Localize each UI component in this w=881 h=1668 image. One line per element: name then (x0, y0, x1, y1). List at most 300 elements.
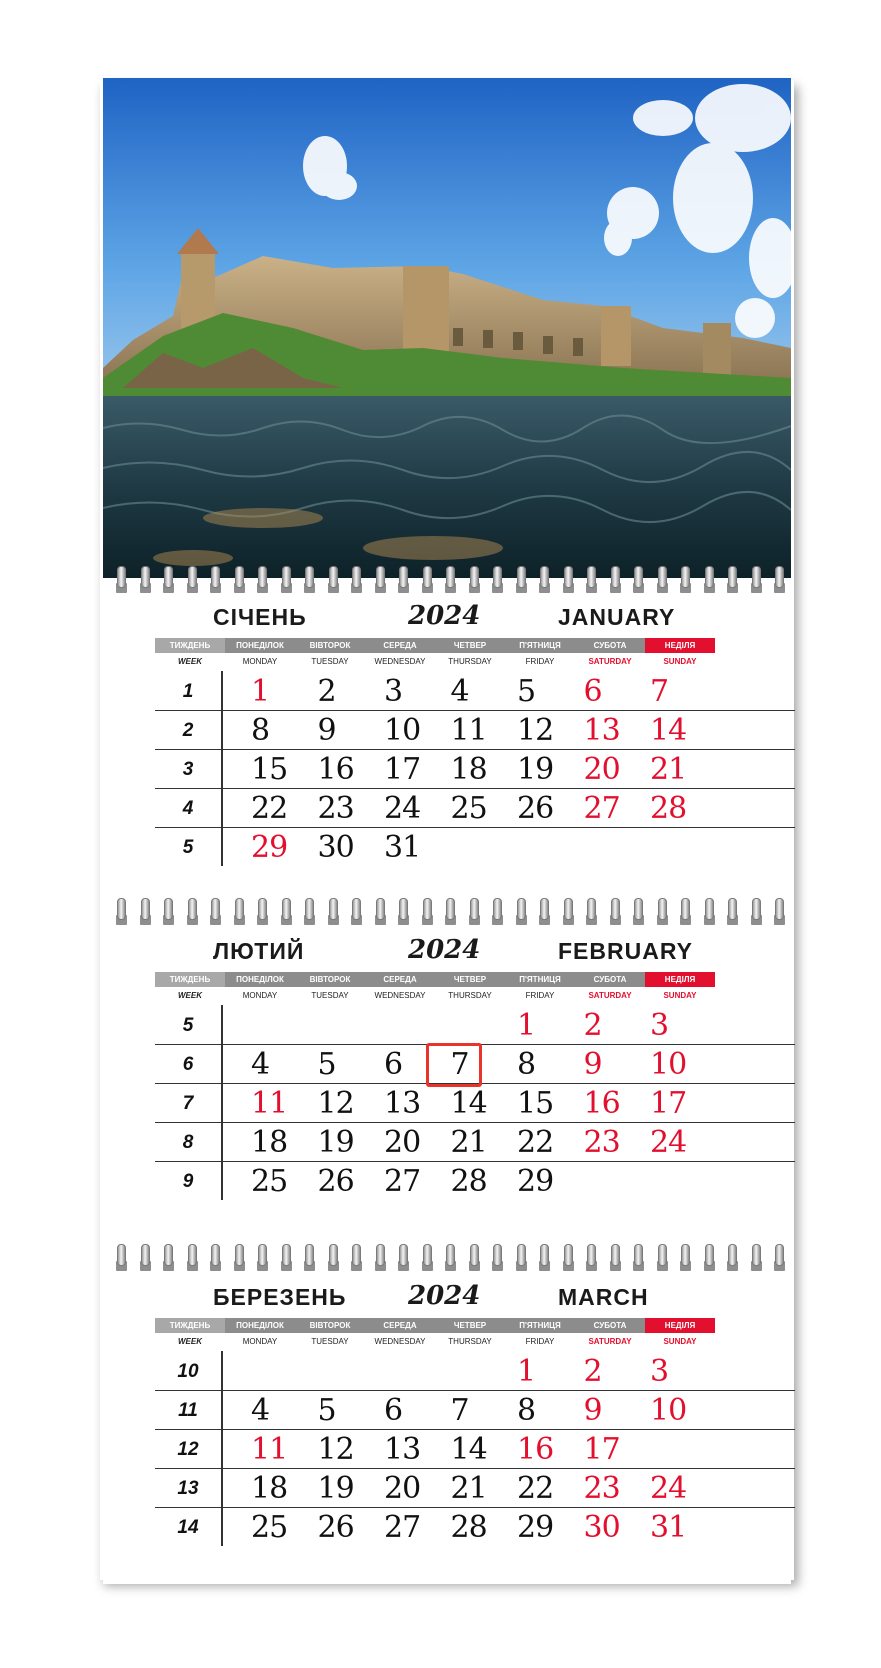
day-cell (358, 790, 428, 829)
day-number: 28 (450, 1164, 487, 1199)
month-panel-february (103, 930, 791, 1235)
month-panel-january (103, 596, 791, 886)
week-column-divider (221, 1005, 223, 1200)
day-number: 8 (517, 1393, 536, 1428)
spiral-ring (705, 1244, 714, 1266)
day-cell (624, 673, 694, 712)
spiral-ring (540, 898, 549, 920)
day-cell (358, 673, 428, 712)
day-cell (491, 673, 561, 712)
day-cell (225, 1431, 295, 1470)
day-cell (491, 1007, 561, 1046)
spiral-ring (164, 898, 173, 920)
day-number: 16 (317, 752, 354, 787)
day-cell (491, 1431, 561, 1470)
spiral-ring (141, 566, 150, 588)
day-cell (292, 1470, 362, 1509)
month-name-ua: ЛЮТИЙ (213, 938, 305, 964)
day-number: 16 (517, 1432, 554, 1467)
weekday-en-0: MONDAY (242, 1337, 278, 1346)
day-number: 12 (517, 713, 554, 748)
day-number: 9 (583, 1393, 602, 1428)
day-cell (292, 790, 362, 829)
day-cell (491, 1509, 561, 1548)
week-header-ua: ТИЖДЕНЬ (155, 972, 225, 987)
spiral-ring (540, 1244, 549, 1266)
day-number: 19 (317, 1125, 354, 1160)
day-cell (624, 1124, 694, 1163)
day-cell (425, 1085, 495, 1124)
spiral-ring (211, 1244, 220, 1266)
day-number: 17 (384, 752, 421, 787)
day-number: 15 (517, 1086, 554, 1121)
day-number: 18 (251, 1471, 288, 1506)
week-row (155, 1161, 795, 1200)
day-number: 18 (251, 1125, 288, 1160)
day-number: 6 (384, 1047, 403, 1082)
spiral-ring (423, 1244, 432, 1266)
day-number: 7 (450, 1047, 469, 1082)
spiral-ring (564, 898, 573, 920)
week-number: 11 (178, 1400, 198, 1421)
day-cell (624, 1085, 694, 1124)
weekday-en-2: WEDNESDAY (374, 1337, 426, 1346)
day-cell (225, 1163, 295, 1202)
weekday-ua-4: П'ЯТНИЦЯ (519, 641, 561, 650)
day-number: 10 (384, 713, 421, 748)
week-row (155, 1122, 795, 1162)
spiral-ring (728, 1244, 737, 1266)
day-cell (425, 751, 495, 790)
day-cell (225, 1509, 295, 1548)
month-name-en: JANUARY (558, 604, 676, 630)
day-cell (225, 790, 295, 829)
weekday-header-ua (155, 1318, 715, 1333)
day-number: 19 (317, 1471, 354, 1506)
day-number: 9 (317, 713, 336, 748)
day-cell (491, 1163, 561, 1202)
day-cell (558, 712, 628, 751)
spiral-ring (493, 1244, 502, 1266)
spiral-ring (235, 898, 244, 920)
spiral-ring (446, 566, 455, 588)
spiral-ring (611, 566, 620, 588)
day-number: 31 (650, 1510, 687, 1545)
week-row (155, 1005, 795, 1045)
day-cell (558, 1509, 628, 1548)
spiral-ring (423, 566, 432, 588)
week-row (155, 1507, 795, 1546)
week-number: 6 (182, 1054, 194, 1075)
day-number: 17 (583, 1432, 620, 1467)
week-header-en: WEEK (178, 657, 202, 666)
month-grid (155, 1351, 795, 1546)
day-number: 11 (251, 1086, 288, 1121)
weekday-en-5: SATURDAY (588, 991, 632, 1000)
day-number: 27 (384, 1164, 421, 1199)
day-cell (358, 1470, 428, 1509)
week-number: 2 (182, 720, 194, 741)
spiral-ring (611, 898, 620, 920)
week-row (155, 749, 795, 789)
day-number: 4 (251, 1047, 270, 1082)
day-number: 21 (650, 752, 687, 787)
day-number: 21 (450, 1125, 487, 1160)
spiral-ring (235, 566, 244, 588)
week-row (155, 827, 795, 866)
week-number: 8 (182, 1132, 194, 1153)
spiral-ring (399, 566, 408, 588)
weekday-en-5: SATURDAY (588, 1337, 632, 1346)
day-number: 22 (517, 1125, 554, 1160)
day-number: 10 (650, 1047, 687, 1082)
month-grid (155, 671, 795, 866)
day-cell (358, 1046, 428, 1085)
weekday-header-en (155, 989, 715, 1003)
spiral-ring (164, 1244, 173, 1266)
weekday-ua-0: ПОНЕДІЛОК (236, 641, 284, 650)
spiral-ring (188, 1244, 197, 1266)
weekday-en-3: THURSDAY (448, 991, 492, 1000)
weekday-en-3: THURSDAY (448, 1337, 492, 1346)
week-header-en: WEEK (178, 991, 202, 1000)
day-number: 25 (251, 1510, 288, 1545)
spiral-ring (587, 566, 596, 588)
day-number: 28 (650, 791, 687, 826)
weekday-ua-2: СЕРЕДА (383, 1321, 417, 1330)
day-number: 23 (583, 1125, 620, 1160)
week-row (155, 1390, 795, 1430)
weekday-ua-3: ЧЕТВЕР (453, 975, 487, 984)
day-cell (358, 1163, 428, 1202)
day-cell (558, 1085, 628, 1124)
weekday-ua-4: П'ЯТНИЦЯ (519, 1321, 561, 1330)
day-cell (558, 1124, 628, 1163)
day-number: 25 (251, 1164, 288, 1199)
day-cell (491, 1046, 561, 1085)
day-number: 22 (251, 791, 288, 826)
weekday-header-en (155, 1335, 715, 1349)
day-cell (425, 1124, 495, 1163)
day-cell (425, 790, 495, 829)
week-number: 7 (182, 1093, 194, 1114)
day-cell (358, 1392, 428, 1431)
weekday-en-3: THURSDAY (448, 657, 492, 666)
day-number: 30 (317, 830, 354, 865)
spiral-ring (329, 898, 338, 920)
spiral-ring (564, 1244, 573, 1266)
spiral-ring (352, 1244, 361, 1266)
day-number: 26 (317, 1164, 354, 1199)
day-number: 13 (384, 1086, 421, 1121)
spiral-ring (752, 898, 761, 920)
day-number: 3 (650, 1008, 669, 1043)
day-cell (558, 1046, 628, 1085)
day-number: 2 (583, 1354, 602, 1389)
spiral-ring (775, 566, 784, 588)
day-number: 13 (583, 713, 620, 748)
spiral-ring (517, 1244, 526, 1266)
week-number: 1 (182, 681, 194, 702)
day-cell (491, 1392, 561, 1431)
day-number: 23 (317, 791, 354, 826)
spiral-ring (681, 566, 690, 588)
day-cell (225, 829, 295, 868)
week-number: 13 (177, 1478, 199, 1499)
day-cell (292, 1509, 362, 1548)
day-number: 31 (384, 830, 421, 865)
month-title-row (103, 596, 791, 638)
spiral-ring (470, 898, 479, 920)
day-cell (425, 1509, 495, 1548)
month-title-row (103, 930, 791, 972)
day-cell (358, 1124, 428, 1163)
day-cell (491, 1085, 561, 1124)
spiral-ring (470, 1244, 479, 1266)
day-cell (624, 1007, 694, 1046)
day-cell (225, 1470, 295, 1509)
day-cell (558, 673, 628, 712)
weekday-en-2: WEDNESDAY (374, 991, 426, 1000)
month-grid (155, 1005, 795, 1200)
day-cell (425, 1392, 495, 1431)
weekday-en-4: FRIDAY (525, 991, 555, 1000)
spiral-ring (681, 898, 690, 920)
day-number: 22 (517, 1471, 554, 1506)
week-number: 12 (177, 1439, 199, 1460)
day-number: 1 (517, 1008, 536, 1043)
day-number: 29 (517, 1510, 554, 1545)
day-number: 10 (650, 1393, 687, 1428)
day-number: 24 (650, 1125, 687, 1160)
day-number: 7 (650, 674, 669, 709)
week-row (155, 671, 795, 711)
day-cell (558, 751, 628, 790)
day-cell (292, 1085, 362, 1124)
weekday-en-4: FRIDAY (525, 1337, 555, 1346)
day-cell (358, 1431, 428, 1470)
day-number: 23 (583, 1471, 620, 1506)
spiral-ring (164, 566, 173, 588)
spiral-ring (752, 1244, 761, 1266)
day-number: 1 (251, 674, 270, 709)
spiral-ring (493, 898, 502, 920)
month-year: 2024 (408, 1281, 481, 1311)
weekday-en-2: WEDNESDAY (374, 657, 426, 666)
weekday-en-6: SUNDAY (663, 1337, 697, 1346)
week-number: 5 (182, 1015, 194, 1036)
day-cell (558, 1431, 628, 1470)
month-name-en: FEBRUARY (558, 938, 693, 964)
day-cell (358, 1509, 428, 1548)
day-number: 14 (450, 1086, 487, 1121)
week-header-en: WEEK (178, 1337, 202, 1346)
spiral-ring (423, 898, 432, 920)
month-name-ua: БЕРЕЗЕНЬ (213, 1284, 347, 1310)
weekday-ua-4: П'ЯТНИЦЯ (519, 975, 561, 984)
spiral-ring (329, 566, 338, 588)
spiral-ring (305, 566, 314, 588)
spiral-ring (705, 566, 714, 588)
spiral-ring (493, 566, 502, 588)
day-number: 8 (517, 1047, 536, 1082)
spiral-ring (587, 898, 596, 920)
day-cell (624, 1392, 694, 1431)
week-number: 10 (177, 1361, 199, 1382)
weekday-ua-1: ВІВТОРОК (309, 1321, 351, 1330)
spiral-ring (117, 1244, 126, 1266)
day-cell (292, 829, 362, 868)
week-column-divider (221, 1351, 223, 1546)
spiral-ring (446, 1244, 455, 1266)
day-cell (292, 1124, 362, 1163)
month-name-ua: СІЧЕНЬ (213, 604, 307, 630)
day-number: 5 (317, 1047, 336, 1082)
weekday-ua-0: ПОНЕДІЛОК (236, 1321, 284, 1330)
day-number: 21 (450, 1471, 487, 1506)
spiral-ring (188, 898, 197, 920)
day-number: 17 (650, 1086, 687, 1121)
day-number: 28 (450, 1510, 487, 1545)
day-cell (225, 673, 295, 712)
day-cell (491, 712, 561, 751)
spiral-ring (728, 566, 737, 588)
spiral-ring (752, 566, 761, 588)
weekday-en-0: MONDAY (242, 991, 278, 1000)
weekday-ua-5: СУБОТА (593, 1321, 627, 1330)
day-number: 12 (317, 1086, 354, 1121)
weekday-en-1: TUESDAY (311, 991, 349, 1000)
day-cell (425, 712, 495, 751)
spiral-ring (658, 898, 667, 920)
weekday-ua-1: ВІВТОРОК (309, 641, 351, 650)
spiral-ring (211, 566, 220, 588)
day-cell (425, 673, 495, 712)
day-number: 1 (517, 1354, 536, 1389)
day-cell (225, 1046, 295, 1085)
week-row (155, 710, 795, 750)
spiral-ring (540, 566, 549, 588)
weekday-en-6: SUNDAY (663, 991, 697, 1000)
day-cell (358, 751, 428, 790)
spiral-ring (517, 898, 526, 920)
day-number: 8 (251, 713, 270, 748)
day-cell (425, 1470, 495, 1509)
day-number: 27 (583, 791, 620, 826)
weekday-ua-2: СЕРЕДА (383, 975, 417, 984)
week-row (155, 1083, 795, 1123)
weekday-en-1: TUESDAY (311, 1337, 349, 1346)
day-number: 16 (583, 1086, 620, 1121)
weekday-ua-5: СУБОТА (593, 975, 627, 984)
day-cell (558, 790, 628, 829)
spiral-ring (258, 898, 267, 920)
spiral-ring (470, 566, 479, 588)
spiral-ring (587, 1244, 596, 1266)
day-number: 5 (517, 674, 536, 709)
spiral-ring (235, 1244, 244, 1266)
spiral-ring (634, 1244, 643, 1266)
day-number: 19 (517, 752, 554, 787)
spiral-ring (141, 898, 150, 920)
day-number: 13 (384, 1432, 421, 1467)
week-number: 3 (182, 759, 194, 780)
spiral-ring (564, 566, 573, 588)
day-cell (292, 1163, 362, 1202)
day-cell (425, 1431, 495, 1470)
day-number: 11 (450, 713, 487, 748)
weekday-ua-6: НЕДІЛЯ (645, 1318, 715, 1333)
spiral-binding-3 (103, 1244, 791, 1278)
day-cell (292, 1046, 362, 1085)
day-cell (225, 1392, 295, 1431)
spiral-ring (352, 566, 361, 588)
spiral-ring (658, 566, 667, 588)
day-cell (624, 1353, 694, 1392)
day-cell (491, 1353, 561, 1392)
day-cell (624, 712, 694, 751)
day-cell (624, 1046, 694, 1085)
day-cell (624, 1470, 694, 1509)
weekday-ua-1: ВІВТОРОК (309, 975, 351, 984)
day-cell (292, 712, 362, 751)
day-number: 26 (317, 1510, 354, 1545)
spiral-ring (282, 1244, 291, 1266)
day-cell (558, 1353, 628, 1392)
spiral-ring (775, 898, 784, 920)
week-header-ua: ТИЖДЕНЬ (155, 1318, 225, 1333)
month-year: 2024 (408, 601, 481, 631)
day-number: 11 (251, 1432, 288, 1467)
day-cell (225, 1085, 295, 1124)
week-row (155, 1351, 795, 1391)
spiral-ring (634, 898, 643, 920)
week-column-divider (221, 671, 223, 866)
spiral-ring (117, 898, 126, 920)
day-cell (491, 1124, 561, 1163)
spiral-ring (705, 898, 714, 920)
month-title-row (103, 1276, 791, 1318)
weekday-en-5: SATURDAY (588, 657, 632, 666)
day-cell (292, 1392, 362, 1431)
week-row (155, 788, 795, 828)
current-date-marker (426, 1043, 482, 1087)
day-number: 29 (251, 830, 288, 865)
day-cell (292, 673, 362, 712)
day-number: 15 (251, 752, 288, 787)
weekday-en-1: TUESDAY (311, 657, 349, 666)
day-number: 6 (583, 674, 602, 709)
day-number: 14 (650, 713, 687, 748)
spiral-ring (211, 898, 220, 920)
day-cell (358, 829, 428, 868)
week-number: 4 (182, 798, 194, 819)
day-cell (225, 751, 295, 790)
day-number: 26 (517, 791, 554, 826)
spiral-ring (188, 566, 197, 588)
month-year: 2024 (408, 935, 481, 965)
spiral-ring (282, 898, 291, 920)
day-cell (624, 751, 694, 790)
week-header-ua: ТИЖДЕНЬ (155, 638, 225, 653)
day-number: 9 (583, 1047, 602, 1082)
day-number: 29 (517, 1164, 554, 1199)
day-cell (225, 1124, 295, 1163)
day-number: 6 (384, 1393, 403, 1428)
week-row (155, 1468, 795, 1508)
spiral-ring (117, 566, 126, 588)
weekday-ua-6: НЕДІЛЯ (645, 972, 715, 987)
